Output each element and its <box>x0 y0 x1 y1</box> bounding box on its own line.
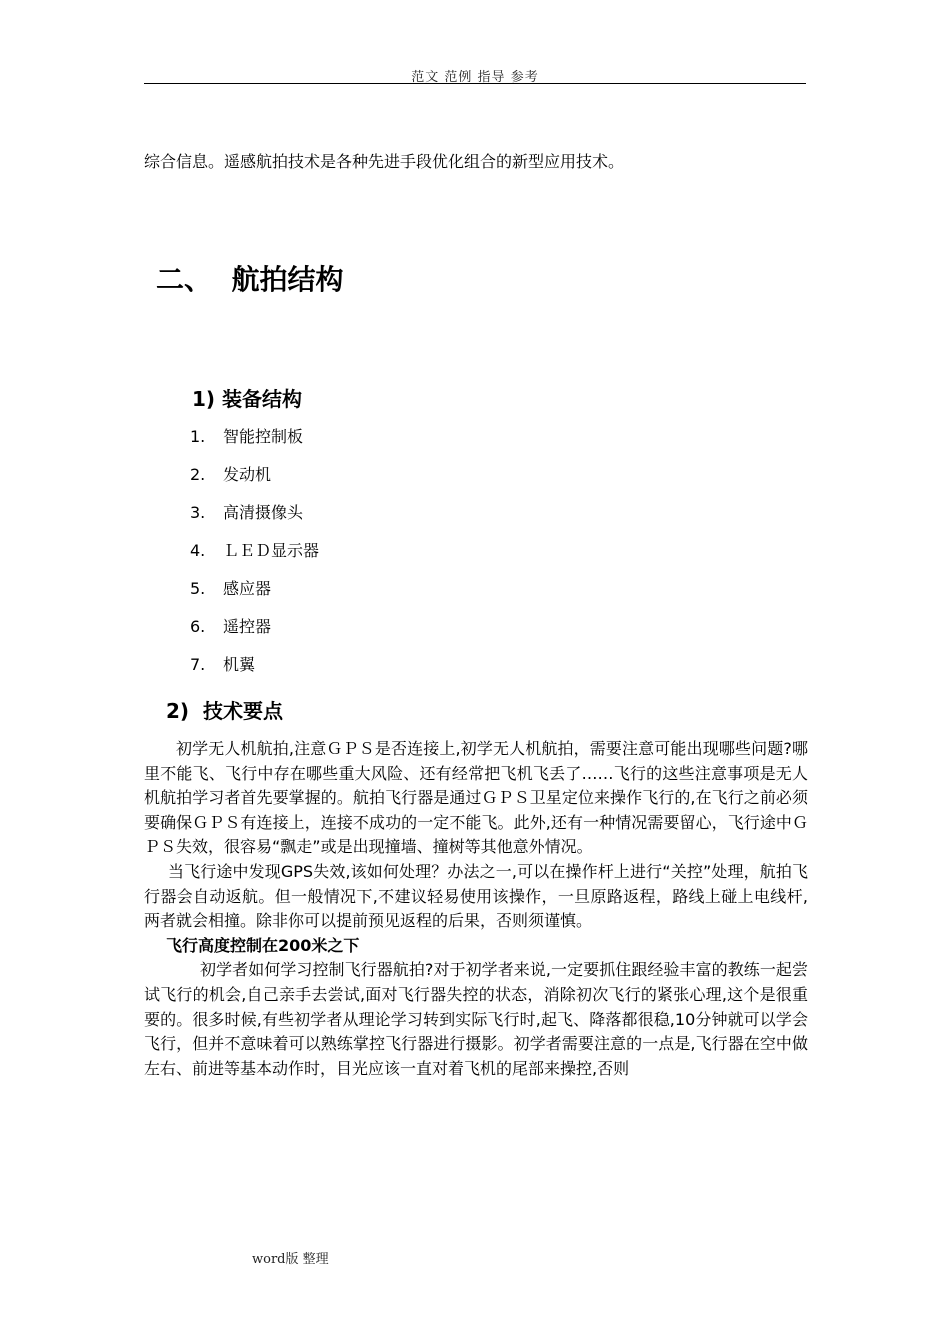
list-label: 机翼 <box>223 655 256 674</box>
list-item <box>190 539 319 577</box>
technical-body <box>144 737 808 1081</box>
list-item <box>190 577 319 615</box>
list-number: 3. <box>190 503 206 522</box>
paragraph-beginner: 初学者如何学习控制飞行器航拍?对于初学者来说,一定要抓住跟经验丰富的教练一起尝试飞行的机会,自己亲手去尝试,面对飞行器失控的状态，消除初次飞行的紧张心理,这个是很重要的。很多时候,有些初学者从理论学习转到实际飞行时,起飞、降落都很稳,10分钟就可以学会飞行，但并不意味着可以熟练掌控飞行器进行摄影。初学者需要注意的一点是,飞行器在空中做左右、前进等基本动作时，目光应该一直对着飞机的尾部来操控,否则 <box>144 960 808 1078</box>
bold-heading: 飞行高度控制在200米之下 <box>166 935 360 955</box>
section-title: 二、 航拍结构 <box>156 263 344 296</box>
list-label: 智能控制板 <box>223 427 304 446</box>
subsection-2-title: 2) 技术要点 <box>166 699 283 723</box>
list-item <box>190 425 319 463</box>
list-number: 5. <box>190 579 206 598</box>
header-rule <box>144 83 806 84</box>
list-label: 感应器 <box>223 579 272 598</box>
list-label: ＬＥＤ显示器 <box>223 541 320 560</box>
list-item <box>190 615 319 653</box>
intro-text: 综合信息。遥感航拍技术是各种先进手段优化组合的新型应用技术。 <box>144 152 625 171</box>
list-item <box>190 653 319 691</box>
list-number: 7. <box>190 655 206 674</box>
list-number: 4. <box>190 541 206 560</box>
equipment-list <box>190 425 319 691</box>
intro-paragraph <box>144 150 808 174</box>
paragraph-gps: 初学无人机航拍,注意ＧＰＳ是否连接上,初学无人机航拍，需要注意可能出现哪些问题?哪里不能飞、飞行中存在哪些重大风险、还有经常把飞机飞丢了……飞行的这些注意事项是无人机航拍学习者首先要掌握的。航拍飞行器是通过ＧＰＳ卫星定位来操作飞行的,在飞行之前必须要确保ＧＰＳ有连接上，连接不成功的一定不能飞。此外,还有一种情况需要留心，飞行途中ＧＰＳ失效，很容易“飘走”或是出现撞墙、撞树等其他意外情况。 <box>144 739 808 857</box>
list-number: 6. <box>190 617 206 636</box>
list-number: 2. <box>190 465 206 484</box>
list-label: 遥控器 <box>223 617 272 636</box>
list-label: 高清摄像头 <box>223 503 304 522</box>
paragraph-gps-failure: 当飞行途中发现GPS失效,该如何处理？办法之一,可以在操作杆上进行“关控”处理，航拍飞行器会自动返航。但一般情况下,不建议轻易使用该操作，一旦原路返程，路线上碰上电线杆,两者就会相撞。除非你可以提前预见返程的后果，否则须谨慎。 <box>144 861 808 931</box>
list-label: 发动机 <box>223 465 272 484</box>
list-item <box>190 501 319 539</box>
subsection-1-title: 1) 装备结构 <box>192 387 303 411</box>
page-footer: word版 整理 <box>252 1252 329 1267</box>
list-item <box>190 463 319 501</box>
list-number: 1. <box>190 427 206 446</box>
page-header: 范文 范例 指导 参考 <box>411 70 539 85</box>
